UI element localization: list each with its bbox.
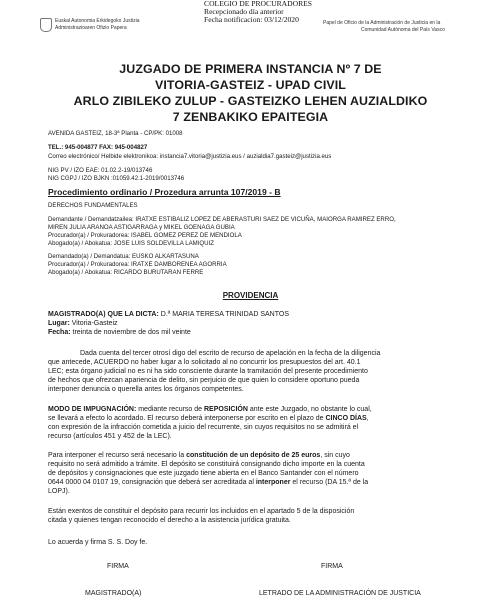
para3-line-1-a: Para interponer el recurso será necesario la [48, 452, 187, 459]
para3-line-1-c: , sin cuyo [320, 452, 350, 459]
para2-line-2 [48, 415, 369, 423]
address: AVENIDA GASTEIZ, 18-3ª Planta - CP/PK: 01008 [48, 130, 183, 137]
title-line-2: VITORIA-GASTEIZ - UPAD CIVIL [155, 78, 346, 92]
para1-line-2: que antecede, ACUERDO no haber lugar a lo solicitado al no concurrir los presupuestos del art. 40.1 [48, 359, 361, 366]
fecha-value: treinta de noviembre de dos mil veinte [70, 329, 191, 336]
abogado-2: Abogado(a) / Abokatua: RICARDO BURUTARAN FERRE [48, 269, 204, 276]
reposicion-text: REPOSICIÓN [203, 406, 248, 413]
header-right-line-2: Comunidad Autónoma del País Vasco [361, 27, 445, 33]
header-left-line-1: Euskal Autonomia Erkidegoko Justizia [55, 18, 140, 24]
para4-line-1: Están exentos de constituir el depósito para recurrir los incluidos en el apartado 5 de la disposición [48, 508, 355, 515]
para2-text-c: ante este Juzgado, no obstante lo cual, [247, 406, 372, 413]
para3-line-4 [48, 479, 368, 487]
phone-fax: TEL.: 945-004877 FAX: 945-004827 [48, 144, 148, 151]
closing-line: Lo acuerda y firma S. S. Doy fe. [48, 539, 148, 546]
procedure-heading: Procedimiento ordinario / Prozedura arrunta 107/2019 - B [48, 187, 281, 197]
para2-line-4: recurso (artículos 451 y 452 de la LEC). [48, 433, 172, 440]
para1-line-5: interponer denuncia o querella antes los órganos competentes. [48, 386, 244, 393]
magistrado-line [48, 311, 289, 319]
deposito-text: constitución de un depósito de 25 euros [186, 452, 321, 459]
magistrado-label: MAGISTRADO(A) QUE LA DICTA: [48, 311, 159, 318]
para3-line-5: LOPJ). [48, 488, 70, 495]
nig-cgpj: NIG CGPJ / IZO BJKN :01059.42.1-2019/0013746 [48, 175, 185, 182]
para1-line-4: de hechos que ofrezcan apariencia de delito, sin perjuicio de que quien lo considere oportuno pueda [48, 377, 360, 384]
fecha-label: Fecha: [48, 329, 71, 336]
stamp-line-3: Fecha notificacion: 03/12/2020 [204, 15, 299, 24]
para3-line-4-c: el recurso (DA 15.ª de la [290, 479, 369, 486]
providencia-heading: PROVIDENCIA [222, 291, 279, 300]
para1-line-1: Dada cuenta del tercer otrosí digo del escrito de recurso de apelación en la fecha de la diligencia [80, 350, 381, 357]
para2-line-1 [48, 406, 372, 414]
signature-magistrado: MAGISTRADO(A) [85, 590, 142, 597]
para1-line-3: LEC; esta órgano judicial no es ni ha sido consciente durante la tramitación del presente procedimiento [48, 368, 368, 375]
para3-line-3: de depósitos y consignaciones que este juzgado tiene abierta en el Banco Santander con el número [48, 470, 359, 477]
procurador-1: Procurador(a) / Prokuradorea: ISABEL GOMEZ PEREZ DE MENDIOLA [48, 232, 242, 239]
nig-pv: NIG PV / IZO EAE: 01.02.2-19/013746 [48, 167, 153, 174]
firma-right: FIRMA [321, 563, 343, 570]
para3-line-4-a: 0644 0000 04 0107 19, consignación que deberá ser acreditada al [48, 479, 256, 486]
title-line-4: 7 ZENBAKIKO EPAITEGIA [172, 110, 329, 124]
procurador-2: Procurador(a) / Prokuradorea: IRATXE DAMBORENEA AGORRIA [48, 261, 227, 268]
demandante-line-1: Demandante / Demandatzailea: IRATXE ESTIBALIZ LOPEZ DE ABERASTURI SAEZ DE VICUÑA, MAIORGA RAMIREZ ERRO, [48, 216, 396, 223]
interponer-text: interponer [255, 479, 291, 486]
magistrado-value: D.ª MARIA TERESA TRINIDAD SANTOS [158, 311, 290, 318]
para2-line-3: con expresión de la infracción cometida a juicio del recurrente, sin cuyos requisitos no se admitirá el [48, 424, 359, 431]
signature-letrado: LETRADO DE LA ADMINISTRACIÓN DE JUSTICIA [259, 590, 421, 597]
abogado-1: Abogado(a) / Abokatua: JOSE LUIS SOLDEVILLA LAMIQUIZ [48, 240, 214, 247]
firma-left: FIRMA [107, 563, 129, 570]
email-line: Correo electrónico/ Helbide elektronikoa: instancia7.vitoria@justizia.eus / auzialdia7.gasteiz@justizia.eus [48, 153, 332, 160]
para4-line-2: citada y quienes tengan reconocido el derecho a la asistencia jurídica gratuita. [48, 517, 291, 524]
rights-label: DERECHOS FUNDAMENTALES [48, 202, 138, 209]
cinco-dias-text: CINCO DÍAS [325, 415, 367, 422]
impugnacion-label: MODO DE IMPUGNACIÓN: [48, 406, 137, 413]
lugar-value: Vitoria-Gasteiz [69, 320, 118, 327]
para3-line-2: requisito no será admitido a trámite. El depósito se constituirá consignando dicho importe en la cuenta [48, 461, 365, 468]
header-left-emblem [40, 18, 52, 32]
para2-text-a: mediante recurso de [136, 406, 204, 413]
header-right-line-1: Papel de Oficio de la Administración de Justicia en la [323, 20, 441, 26]
fecha-line [48, 329, 191, 337]
title-line-1: JUZGADO DE PRIMERA INSTANCIA Nº 7 DE [119, 62, 382, 76]
demandante-line-2: MIREN JULIA ARANOA ASTIGARRAGA y MIKEL GOENAGA GUBIA [48, 224, 235, 231]
lugar-line [48, 320, 118, 328]
lugar-label: Lugar: [48, 320, 70, 327]
para3-line-1 [48, 452, 350, 460]
title-line-3: ARLO ZIBILEKO ZULUP - GASTEIZKO LEHEN AUZIALDIKO [73, 94, 428, 108]
demandado: Demandado(a) / Demandatua: EUSKO ALKARTASUNA [48, 253, 199, 260]
para2-line-2-c: , [366, 415, 369, 422]
header-left-line-2: Administrazioaren Ofizio Papera [55, 25, 127, 31]
stamp-line-2: Recepcionado día anterior [204, 7, 284, 16]
para2-line-2-a: se llevará a efecto lo acordado. El recurso deberá interponerse por escrito en el plazo de [48, 415, 326, 422]
stamp-line-1: COLEGIO DE PROCURADORES [204, 0, 313, 8]
